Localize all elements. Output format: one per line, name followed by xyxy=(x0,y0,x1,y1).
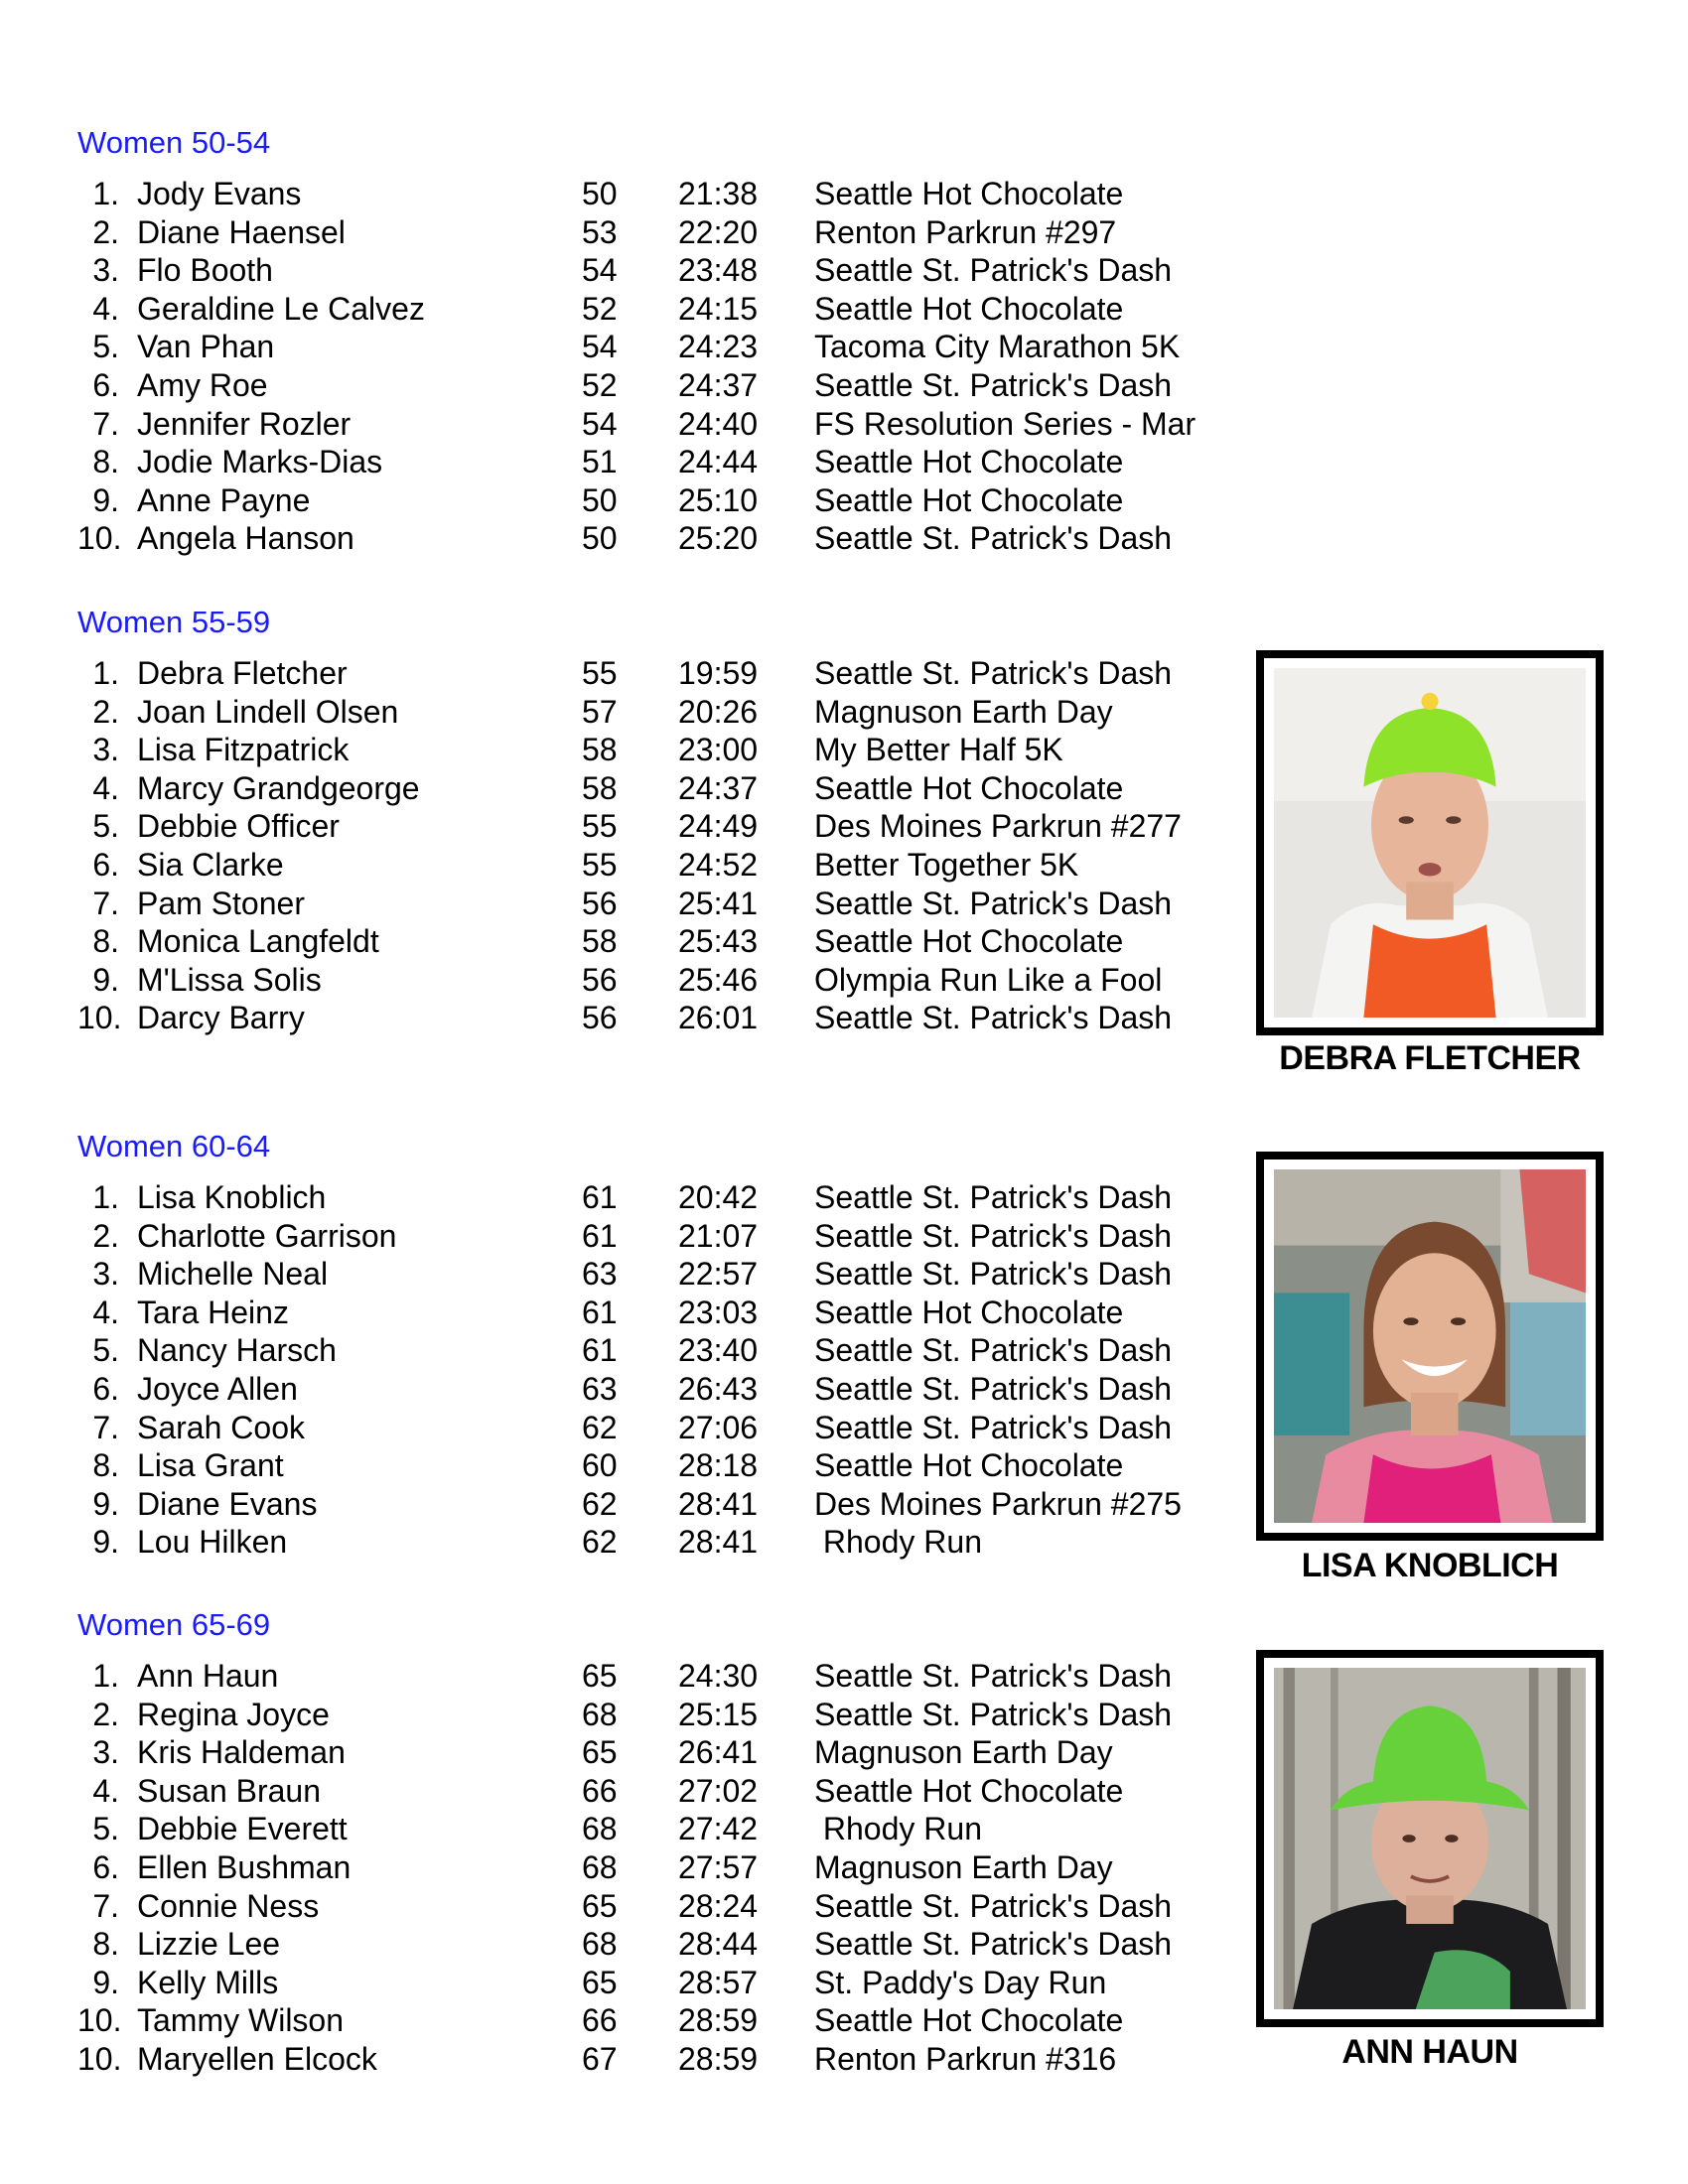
result-rank: 3. xyxy=(92,252,119,289)
result-row xyxy=(77,1772,1269,1811)
result-rank: 4. xyxy=(92,769,119,806)
result-rank: 6. xyxy=(92,1848,119,1885)
result-row xyxy=(77,519,1269,558)
race-name: Seattle Hot Chocolate xyxy=(814,1294,1124,1330)
runner-age: 68 xyxy=(582,1848,618,1885)
runner-name: Pam Stoner xyxy=(137,885,305,921)
section-women-50-54 xyxy=(77,125,1269,558)
result-row xyxy=(77,405,1269,444)
race-name: Seattle St. Patrick's Dash xyxy=(814,1217,1173,1254)
finish-time: 25:46 xyxy=(678,961,759,998)
result-row xyxy=(77,807,1269,846)
results-list xyxy=(77,175,1269,558)
result-rank: 7. xyxy=(92,1887,119,1924)
finish-time: 26:43 xyxy=(678,1370,759,1407)
result-rank: 2. xyxy=(92,1696,119,1732)
result-rank: 5. xyxy=(92,1811,119,1847)
runner-name: Jody Evans xyxy=(137,176,302,211)
result-row xyxy=(77,693,1269,732)
runner-name: Tara Heinz xyxy=(137,1294,289,1330)
runner-name: Debbie Everett xyxy=(137,1811,348,1847)
result-row xyxy=(77,175,1269,213)
result-row xyxy=(77,213,1269,252)
result-row xyxy=(77,1887,1269,1926)
runner-age: 65 xyxy=(582,1734,618,1771)
runner-portrait xyxy=(1274,1668,1586,2009)
section-women-60-64 xyxy=(77,1129,1269,1562)
runner-age: 55 xyxy=(582,655,618,691)
result-rank: 6. xyxy=(92,846,119,883)
result-row xyxy=(77,1255,1269,1294)
finish-time: 24:30 xyxy=(678,1658,759,1694)
result-rank: 6. xyxy=(92,1370,119,1407)
photo-caption: ANN HAUN xyxy=(1341,2033,1518,2071)
runner-age: 54 xyxy=(582,405,618,442)
finish-time: 26:01 xyxy=(678,1000,759,1036)
result-rank: 9. xyxy=(92,961,119,998)
finish-time: 28:44 xyxy=(678,1926,759,1963)
result-row xyxy=(77,1696,1269,1734)
result-row xyxy=(77,1446,1269,1485)
result-row xyxy=(77,1331,1269,1370)
runner-age: 62 xyxy=(582,1409,618,1445)
race-name: Seattle St. Patrick's Dash xyxy=(814,252,1173,289)
results-list xyxy=(77,1178,1269,1562)
finish-time: 23:40 xyxy=(678,1332,759,1369)
result-row xyxy=(77,366,1269,405)
race-name: Des Moines Parkrun #275 xyxy=(814,1485,1182,1522)
runner-age: 53 xyxy=(582,213,618,250)
race-name: Seattle St. Patrick's Dash xyxy=(814,520,1173,557)
race-name: Seattle St. Patrick's Dash xyxy=(814,1887,1173,1924)
result-row xyxy=(77,1657,1269,1696)
finish-time: 24:37 xyxy=(678,366,759,403)
result-row xyxy=(77,1370,1269,1409)
finish-time: 27:02 xyxy=(678,1772,759,1809)
finish-time: 25:20 xyxy=(678,520,759,557)
race-name: Seattle St. Patrick's Dash xyxy=(814,1370,1173,1407)
finish-time: 26:41 xyxy=(678,1734,759,1771)
section-women-65-69 xyxy=(77,1607,1269,2079)
result-row xyxy=(77,2001,1269,2040)
result-rank: 7. xyxy=(92,885,119,921)
finish-time: 27:57 xyxy=(678,1848,759,1885)
race-name: Seattle Hot Chocolate xyxy=(814,481,1124,518)
runner-age: 65 xyxy=(582,1658,618,1694)
result-row xyxy=(77,846,1269,885)
finish-time: 25:41 xyxy=(678,885,759,921)
result-rank: 5. xyxy=(92,1332,119,1369)
race-name: My Better Half 5K xyxy=(814,732,1063,768)
result-row xyxy=(77,1925,1269,1964)
result-rank: 7. xyxy=(92,405,119,442)
race-name: Seattle Hot Chocolate xyxy=(814,1447,1124,1484)
result-row xyxy=(77,654,1269,693)
runner-age: 63 xyxy=(582,1370,618,1407)
result-row xyxy=(77,961,1269,1000)
finish-time: 28:24 xyxy=(678,1887,759,1924)
runner-name: Michelle Neal xyxy=(137,1256,329,1293)
runner-age: 58 xyxy=(582,923,618,960)
section-title: Women 60-64 xyxy=(77,1129,271,1163)
runner-age: 68 xyxy=(582,1696,618,1732)
runner-age: 51 xyxy=(582,444,618,480)
runner-age: 58 xyxy=(582,732,618,768)
finish-time: 24:15 xyxy=(678,290,759,327)
runner-age: 61 xyxy=(582,1332,618,1369)
result-rank: 10. xyxy=(77,2040,122,2077)
runner-age: 58 xyxy=(582,769,618,806)
race-name: Seattle St. Patrick's Dash xyxy=(814,1332,1173,1369)
result-rank: 4. xyxy=(92,1294,119,1330)
result-rank: 10. xyxy=(77,520,122,557)
race-name: Seattle St. Patrick's Dash xyxy=(814,1409,1173,1445)
runner-age: 50 xyxy=(582,481,618,518)
runner-name: Jennifer Rozler xyxy=(137,405,352,442)
result-rank: 8. xyxy=(92,444,119,480)
runner-photo-lisa-knoblich xyxy=(1256,1152,1604,1541)
race-name: Seattle Hot Chocolate xyxy=(814,2002,1124,2039)
result-row xyxy=(77,1409,1269,1447)
race-name: Seattle St. Patrick's Dash xyxy=(814,1256,1173,1293)
result-row xyxy=(77,1810,1269,1848)
runner-name: Darcy Barry xyxy=(137,1000,305,1036)
race-name: Seattle St. Patrick's Dash xyxy=(814,1658,1173,1694)
runner-age: 56 xyxy=(582,885,618,921)
race-name: Renton Parkrun #316 xyxy=(814,2040,1117,2077)
result-rank: 2. xyxy=(92,693,119,730)
finish-time: 20:26 xyxy=(678,693,759,730)
runner-name: Lizzie Lee xyxy=(137,1926,281,1963)
race-name: Seattle St. Patrick's Dash xyxy=(814,1000,1173,1036)
runner-name: Susan Braun xyxy=(137,1772,322,1809)
runner-name: Debbie Officer xyxy=(137,808,340,845)
runner-age: 50 xyxy=(582,520,618,557)
finish-time: 24:52 xyxy=(678,846,759,883)
result-rank: 1. xyxy=(92,1658,119,1694)
runner-age: 54 xyxy=(582,329,618,365)
runner-photo-ann-haun xyxy=(1256,1650,1604,2027)
runner-name: Maryellen Elcock xyxy=(137,2040,377,2077)
runner-age: 65 xyxy=(582,1964,618,2000)
race-name: Magnuson Earth Day xyxy=(814,693,1113,730)
result-rank: 10. xyxy=(77,1000,122,1036)
runner-name: Nancy Harsch xyxy=(137,1332,337,1369)
result-row xyxy=(77,328,1269,366)
section-title: Women 55-59 xyxy=(77,605,271,639)
runner-name: Kelly Mills xyxy=(137,1964,279,2000)
finish-time: 25:15 xyxy=(678,1696,759,1732)
finish-time: 21:07 xyxy=(678,1217,759,1254)
finish-time: 28:41 xyxy=(678,1485,759,1522)
runner-name: Flo Booth xyxy=(137,252,273,289)
section-title: Women 65-69 xyxy=(77,1607,271,1642)
runner-age: 50 xyxy=(582,176,618,211)
runner-name: Lisa Grant xyxy=(137,1447,284,1484)
race-name: Seattle St. Patrick's Dash xyxy=(814,1926,1173,1963)
runner-age: 67 xyxy=(582,2040,618,2077)
runner-name: Kris Haldeman xyxy=(137,1734,346,1771)
result-row xyxy=(77,1178,1269,1217)
runner-name: Diane Haensel xyxy=(137,213,346,250)
photo-caption: DEBRA FLETCHER xyxy=(1279,1039,1581,1077)
result-rank: 2. xyxy=(92,1217,119,1254)
result-row xyxy=(77,769,1269,808)
runner-age: 61 xyxy=(582,1179,618,1215)
result-rank: 4. xyxy=(92,1772,119,1809)
section-title: Women 50-54 xyxy=(77,125,271,160)
result-row xyxy=(77,290,1269,329)
runner-age: 63 xyxy=(582,1256,618,1293)
finish-time: 23:00 xyxy=(678,732,759,768)
finish-time: 27:06 xyxy=(678,1409,759,1445)
runner-age: 65 xyxy=(582,1887,618,1924)
race-name: Seattle Hot Chocolate xyxy=(814,290,1124,327)
race-name: Seattle Hot Chocolate xyxy=(814,444,1124,480)
finish-time: 23:03 xyxy=(678,1294,759,1330)
race-name: FS Resolution Series - Mar xyxy=(814,405,1196,442)
runner-age: 66 xyxy=(582,2002,618,2039)
result-rank: 10. xyxy=(77,2002,122,2039)
runner-name: Tammy Wilson xyxy=(137,2002,345,2039)
runner-age: 56 xyxy=(582,1000,618,1036)
runner-name: Lisa Knoblich xyxy=(137,1179,327,1215)
runner-age: 56 xyxy=(582,961,618,998)
race-name: Seattle Hot Chocolate xyxy=(814,176,1124,211)
result-rank: 8. xyxy=(92,1447,119,1484)
runner-name: Lisa Fitzpatrick xyxy=(137,732,350,768)
result-rank: 9. xyxy=(92,1485,119,1522)
result-rank: 4. xyxy=(92,290,119,327)
result-row xyxy=(77,1294,1269,1332)
result-rank: 1. xyxy=(92,655,119,691)
runner-name: Sarah Cook xyxy=(137,1409,305,1445)
section-women-55-59 xyxy=(77,605,1269,1037)
result-rank: 8. xyxy=(92,923,119,960)
finish-time: 28:59 xyxy=(678,2040,759,2077)
result-rank: 5. xyxy=(92,329,119,365)
finish-time: 24:49 xyxy=(678,808,759,845)
finish-time: 21:38 xyxy=(678,176,759,211)
result-row xyxy=(77,1523,1269,1562)
runner-portrait xyxy=(1274,668,1586,1018)
race-name: Seattle Hot Chocolate xyxy=(814,923,1124,960)
runner-age: 61 xyxy=(582,1294,618,1330)
runner-name: Amy Roe xyxy=(137,366,268,403)
runner-name: Jodie Marks-Dias xyxy=(137,444,383,480)
finish-time: 28:18 xyxy=(678,1447,759,1484)
finish-time: 23:48 xyxy=(678,252,759,289)
runner-name: Marcy Grandgeorge xyxy=(137,769,420,806)
result-rank: 6. xyxy=(92,366,119,403)
runner-name: Angela Hanson xyxy=(137,520,354,557)
result-row xyxy=(77,731,1269,769)
runner-name: Ellen Bushman xyxy=(137,1848,352,1885)
runner-name: Joan Lindell Olsen xyxy=(137,693,399,730)
finish-time: 28:57 xyxy=(678,1964,759,2000)
finish-time: 28:59 xyxy=(678,2002,759,2039)
result-rank: 5. xyxy=(92,808,119,845)
result-row xyxy=(77,1848,1269,1887)
race-name: Seattle St. Patrick's Dash xyxy=(814,366,1173,403)
runner-name: Debra Fletcher xyxy=(137,655,348,691)
finish-time: 25:10 xyxy=(678,481,759,518)
runner-name: Regina Joyce xyxy=(137,1696,330,1732)
result-row xyxy=(77,1964,1269,2002)
runner-name: Ann Haun xyxy=(137,1658,279,1694)
result-rank: 9. xyxy=(92,1524,119,1561)
runner-age: 55 xyxy=(582,846,618,883)
result-row xyxy=(77,481,1269,520)
race-name: Tacoma City Marathon 5K xyxy=(814,329,1181,365)
runner-name: Diane Evans xyxy=(137,1485,318,1522)
runner-name: M'Lissa Solis xyxy=(137,961,322,998)
race-name: Magnuson Earth Day xyxy=(814,1848,1113,1885)
runner-age: 60 xyxy=(582,1447,618,1484)
runner-name: Van Phan xyxy=(137,329,275,365)
result-rank: 2. xyxy=(92,213,119,250)
runner-age: 68 xyxy=(582,1811,618,1847)
results-list xyxy=(77,654,1269,1037)
result-row xyxy=(77,999,1269,1037)
runner-age: 55 xyxy=(582,808,618,845)
runner-name: Charlotte Garrison xyxy=(137,1217,397,1254)
result-row xyxy=(77,443,1269,481)
result-rank: 9. xyxy=(92,1964,119,2000)
race-name: Des Moines Parkrun #277 xyxy=(814,808,1182,845)
race-name: Seattle Hot Chocolate xyxy=(814,1772,1124,1809)
photo-caption: LISA KNOBLICH xyxy=(1301,1547,1559,1584)
runner-age: 66 xyxy=(582,1772,618,1809)
finish-time: 27:42 xyxy=(678,1811,759,1847)
race-name: Seattle St. Patrick's Dash xyxy=(814,885,1173,921)
race-name: Magnuson Earth Day xyxy=(814,1734,1113,1771)
runner-age: 62 xyxy=(582,1524,618,1561)
race-name: Rhody Run xyxy=(814,1811,982,1847)
result-row xyxy=(77,2040,1269,2079)
runner-age: 52 xyxy=(582,366,618,403)
finish-time: 19:59 xyxy=(678,655,759,691)
result-rank: 3. xyxy=(92,1256,119,1293)
race-name: Rhody Run xyxy=(814,1524,982,1561)
runner-name: Anne Payne xyxy=(137,481,311,518)
result-rank: 7. xyxy=(92,1409,119,1445)
race-name: Seattle St. Patrick's Dash xyxy=(814,655,1173,691)
finish-time: 28:41 xyxy=(678,1524,759,1561)
runner-portrait xyxy=(1274,1169,1586,1523)
race-name: Seattle St. Patrick's Dash xyxy=(814,1696,1173,1732)
race-name: St. Paddy's Day Run xyxy=(814,1964,1107,2000)
runner-age: 62 xyxy=(582,1485,618,1522)
runner-age: 68 xyxy=(582,1926,618,1963)
finish-time: 25:43 xyxy=(678,923,759,960)
finish-time: 20:42 xyxy=(678,1179,759,1215)
runner-age: 61 xyxy=(582,1217,618,1254)
runner-name: Monica Langfeldt xyxy=(137,923,379,960)
runner-name: Geraldine Le Calvez xyxy=(137,290,425,327)
race-name: Better Together 5K xyxy=(814,846,1079,883)
finish-time: 24:40 xyxy=(678,405,759,442)
result-rank: 8. xyxy=(92,1926,119,1963)
result-row xyxy=(77,922,1269,961)
result-rank: 3. xyxy=(92,1734,119,1771)
finish-time: 22:57 xyxy=(678,1256,759,1293)
race-name: Seattle Hot Chocolate xyxy=(814,769,1124,806)
runner-name: Connie Ness xyxy=(137,1887,320,1924)
finish-time: 22:20 xyxy=(678,213,759,250)
result-rank: 1. xyxy=(92,176,119,211)
finish-time: 24:44 xyxy=(678,444,759,480)
result-row xyxy=(77,1217,1269,1256)
result-rank: 3. xyxy=(92,732,119,768)
runner-name: Joyce Allen xyxy=(137,1370,298,1407)
runner-photo-debra-fletcher xyxy=(1256,650,1604,1035)
result-rank: 9. xyxy=(92,481,119,518)
race-name: Olympia Run Like a Fool xyxy=(814,961,1163,998)
result-row xyxy=(77,1485,1269,1524)
runner-age: 57 xyxy=(582,693,618,730)
runner-name: Sia Clarke xyxy=(137,846,284,883)
result-row xyxy=(77,885,1269,923)
finish-time: 24:37 xyxy=(678,769,759,806)
runner-age: 54 xyxy=(582,252,618,289)
race-name: Seattle St. Patrick's Dash xyxy=(814,1179,1173,1215)
result-row xyxy=(77,251,1269,290)
results-list xyxy=(77,1657,1269,2079)
runner-name: Lou Hilken xyxy=(137,1524,288,1561)
runner-age: 52 xyxy=(582,290,618,327)
result-rank: 1. xyxy=(92,1179,119,1215)
race-name: Renton Parkrun #297 xyxy=(814,213,1117,250)
result-row xyxy=(77,1733,1269,1772)
finish-time: 24:23 xyxy=(678,329,759,365)
